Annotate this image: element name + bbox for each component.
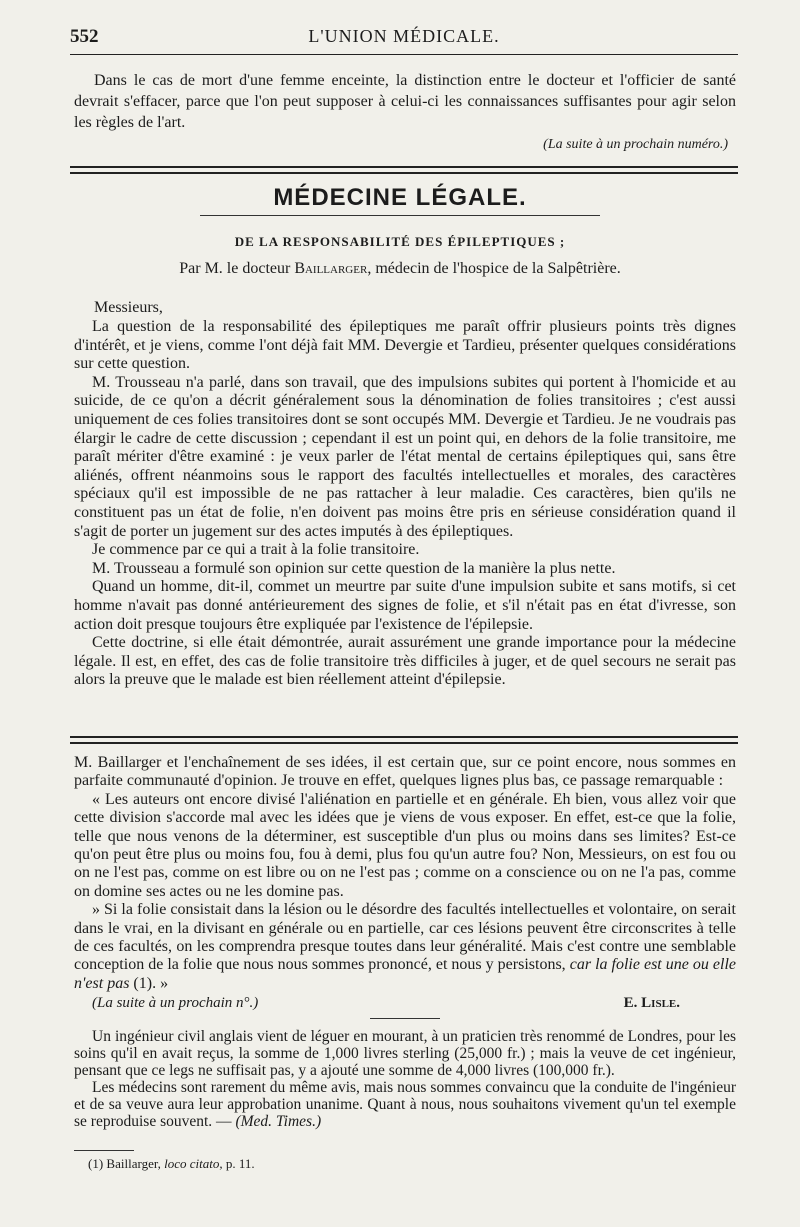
intro-continued-note: (La suite à un prochain numéro.)	[543, 137, 728, 152]
quote-paragraph: « Les auteurs ont encore divisé l'aliénation en partielle et en générale. Eh bien, vous allez voir que cette division s'accorde mal avec les idées que je viens de vous exposer. En effet, est-ce que la folie, telle que nous venons de la déterminer, est susceptible d'un plus ou moins dans ses limites? Est-ce qu'on peut être plus ou moins fou, fou à demi, plus fou qu'un autre fou? Non, Messieurs, on est fou ou on ne l'est pas, comme on est libre ou on ne l'est pas ; comme on a conscience ou on ne l'a pas, comme on domine ses actes ou ne les domine pas.	[74, 790, 736, 900]
reply-block	[74, 754, 736, 1015]
article-subtitle: DE LA RESPONSABILITÉ DES ÉPILEPTIQUES ;	[234, 234, 566, 249]
news-paragraph	[74, 1079, 736, 1130]
byline	[0, 260, 800, 278]
reply-lead: M. Baillarger et l'enchaînement de ses idées, il est certain que, sur ce point encore, nous sommes en parfaite communauté d'opinion. Je trouve en effet, quelques lignes plus bas, ce passage remarquable :	[74, 754, 736, 790]
article-body	[74, 298, 736, 690]
news-block	[74, 1028, 736, 1130]
signature: E. Lisle.	[623, 995, 680, 1012]
intro-block	[74, 70, 736, 153]
article-paragraph: M. Trousseau n'a parlé, dans son travail, que des impulsions subites qui portent à l'homicide et au suicide, de ce qu'on a décrit généralement sous la dénomination de folies transitoires ; c'est aussi uniquement de ces folies transitoires dont se sont occupés MM. Devergie et Tardieu. Je ne voudrais pas élargir le cadre de cette discussion ; cependant il est un point qui, en dehors de la folie transitoire, me paraît mériter d'être examiné : je veux parler de l'état mental de certains épileptiques qui, sans être aliénés, offrent néanmoins sous le rapport des facultés intellectuelles et morales, des caractères spéciaux qu'il est impossible de ne pas rattacher à leur maladie. Ces caractères, bien qu'ils ne constituent pas un état de folie, n'en doivent pas moins être pris en sérieuse considération quand il s'agit de porter un jugement sur des actes imputés à des épileptiques.	[74, 373, 736, 540]
news-paragraph: Un ingénieur civil anglais vient de léguer en mourant, à un praticien très renommé de Londres, pour les soins qu'il en avait reçus, la somme de 1,000 livres sterling (25,000 fr.) ; mais la veuve de cet ingénieur, pensant que ce legs ne suffisait pas, y a ajouté une somme de 4,000 livres (100,000 fr.).	[74, 1028, 736, 1079]
article-paragraph: M. Trousseau a formulé son opinion sur cette question de la manière la plus nette.	[92, 559, 616, 577]
footnote-author: Baillarger,	[106, 1156, 161, 1171]
reply-continued-note: (La suite à un prochain n°.)	[92, 995, 259, 1012]
title-rule	[200, 215, 600, 216]
salutation: Messieurs,	[94, 299, 163, 316]
header-rule	[70, 54, 738, 55]
footnote-page: p. 11.	[225, 1156, 255, 1171]
byline-prefix: Par M. le docteur	[179, 260, 291, 277]
article-paragraph: La question de la responsabilité des épileptiques me paraît offrir plusieurs points très dignes d'intérêt, et je viens, comme l'ont déjà fait MM. Devergie et Tardieu, présenter quelques considérations sur cette question.	[74, 318, 736, 373]
page-number: 552	[70, 26, 99, 47]
article-paragraph: Quand un homme, dit-il, commet un meurtre par suite d'une impulsion subite et sans motifs, si cet homme n'avait pas donné antérieurement des signes de folie, et s'il n'était pas en état d'ivresse, son action doit presque toujours être expliquée par l'existence de l'épilepsie.	[74, 578, 736, 633]
quote-paragraph	[74, 901, 736, 993]
signature-line	[74, 995, 736, 1015]
running-title: L'UNION MÉDICALE.	[308, 26, 500, 46]
footnote-ref: loco citato,	[164, 1156, 223, 1171]
footnote-rule	[74, 1150, 134, 1151]
footnote-number: (1)	[88, 1156, 104, 1171]
quote-italic: car la folie est une ou elle n'est pas	[74, 956, 737, 992]
section-separator	[70, 166, 738, 174]
news-rule	[370, 1018, 440, 1019]
byline-author: Baillarger	[294, 260, 368, 277]
page-header	[70, 26, 738, 50]
column-separator	[70, 736, 738, 744]
quote-text: » Si la folie consistait dans la lésion ou le désordre des facultés intellectuelles et volontaire, on serait dans le vrai, en la divisant en générale ou en partielle, car ces lésions peuvent être circonscrites à telle de ces facultés, on les comprendra presque toutes dans leur généralité. Mais c'est contre une semblable conception de la folie que nous nous sommes prononcé, et nous y persistons,	[74, 901, 736, 974]
news-source: (Med. Times.)	[235, 1113, 322, 1130]
intro-paragraph: Dans le cas de mort d'une femme enceinte, la distinction entre le docteur et l'officier de santé devrait s'effacer, parce que l'on peut supposer à celui-ci les connaissances suffisantes pour agir selon les règles de l'art.	[74, 72, 736, 131]
article-paragraph: Cette doctrine, si elle était démontrée, aurait assurément une grande importance pour la médecine légale. Il est, en effet, des cas de folie transitoire très difficiles à juger, et de quel secours ne serait pas alors la preuve que le malade est bien réellement atteint d'épilepsie.	[74, 634, 736, 689]
byline-suffix: , médecin de l'hospice de la Salpêtrière.	[367, 260, 621, 277]
article-paragraph: Je commence par ce qui a trait à la folie transitoire.	[92, 541, 420, 559]
footnote	[88, 1156, 255, 1172]
news-text: Les médecins sont rarement du même avis, mais nous sommes convaincu que la conduite de l'ingénieur et de sa veuve aura leur approbation unanime. Quant à nous, nous souhaitons vivement qu'un tel exemple se reproduise souvent. —	[74, 1079, 736, 1130]
section-title: MÉDECINE LÉGALE.	[273, 184, 527, 211]
quote-note: (1). »	[133, 974, 169, 992]
